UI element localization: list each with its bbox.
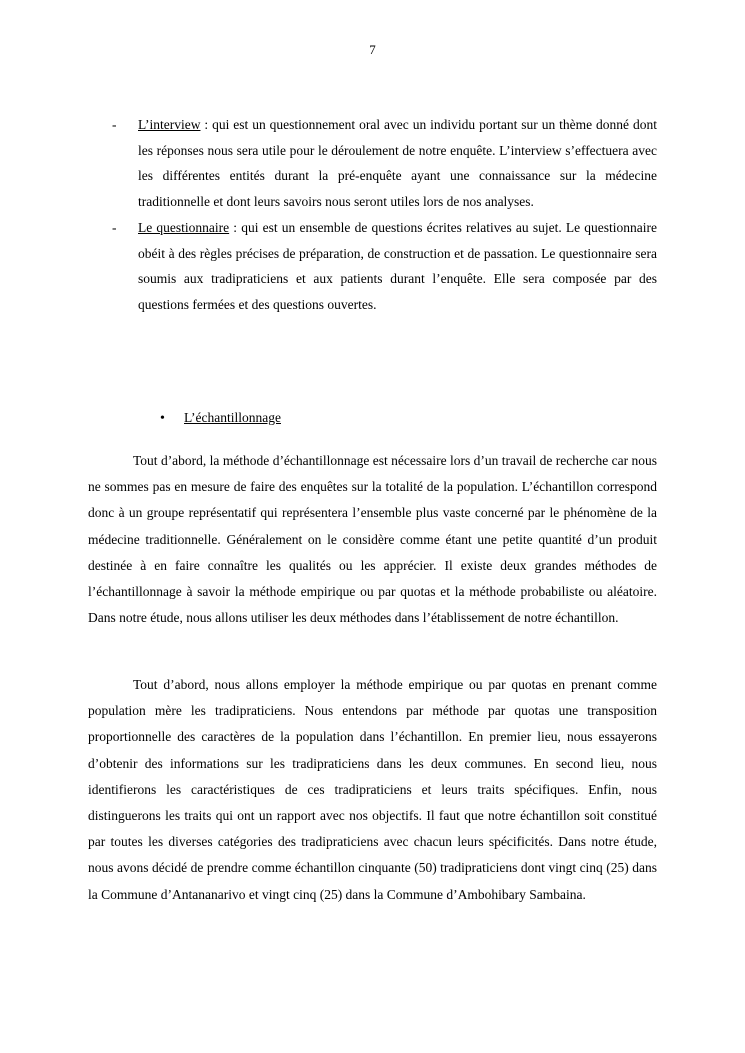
section-heading — [160, 405, 281, 431]
section-title: L’échantillonnage — [184, 410, 281, 425]
dash-marker: - — [112, 117, 117, 132]
dash-marker: - — [112, 219, 117, 235]
term-interview: L’interview — [138, 117, 201, 132]
bullet-text-interview: : qui est un questionnement oral avec un individu portant sur un thème donné dont les réponses nous sera utile pour le déroulement de notre enquête. L’interview s’effectuera avec les différentes entités durant la pré-enquête ayant une connaissance sur la médecine traditionnelle et dont leurs savoirs nous seront utiles lors de nos analyses. — [138, 117, 657, 210]
bullet-item-interview — [112, 112, 657, 215]
bullet-item-questionnaire — [112, 215, 657, 318]
paragraph-quota-method: Tout d’abord, nous allons employer la méthode empirique ou par quotas en prenant comme population mère les tradipraticiens. Nous entendons par méthode par quotas une transposition proportionnelle des caractères de la population dans l’échantillon. En premier lieu, nous essayerons d’obtenir des informations sur les tradipraticiens dans les deux communes. En second lieu, nous identifierons les caractéristiques de ces tradipraticiens et leurs traits spécifiques. Enfin, nous distinguerons les traits qui ont un rapport avec nos objectifs. Il faut que notre échantillon soit constitué par toutes les diverses catégories des tradipraticiens avec chacun leurs spécificités. Dans notre étude, nous avons décidé de prendre comme échantillon cinquante (50) tradipraticiens dont vingt cinq (25) dans la Commune d’Antananarivo et vingt cinq (25) dans la Commune d’Ambohibary Sambaina. — [88, 677, 657, 902]
bullet-text-questionnaire: : qui est un ensemble de questions écrites relatives au sujet. Le questionnaire obéit à des règles précises de préparation, de construction et de passation. Le questionnaire sera soumis aux tradipraticiens et aux patients durant l’enquête. Elle sera composée par des questions fermées et des questions ouvertes. — [138, 219, 657, 312]
term-questionnaire: Le questionnaire — [138, 219, 230, 235]
paragraph-sampling-method: Tout d’abord, la méthode d’échantillonnage est nécessaire lors d’un travail de recherche car nous ne sommes pas en mesure de faire des enquêtes sur la totalité de la population. L’échantillon correspond donc à un groupe représentatif qui représentera l’ensemble plus vaste concerné par le phénomène de la médecine traditionnelle. Généralement on le considère comme étant une petite quantité d’un produit destinée à en faire connaître les qualités ou les apprécier. Il existe deux grandes méthodes de l’échantillonnage à savoir la méthode empirique ou par quotas et la méthode probabiliste ou aléatoire. Dans notre étude, nous allons utiliser les deux méthodes dans l’établissement de notre échantillon. — [88, 453, 657, 626]
bullet-dot-icon: • — [160, 411, 165, 426]
bullet-list — [112, 112, 657, 318]
page-number: 7 — [369, 42, 376, 57]
